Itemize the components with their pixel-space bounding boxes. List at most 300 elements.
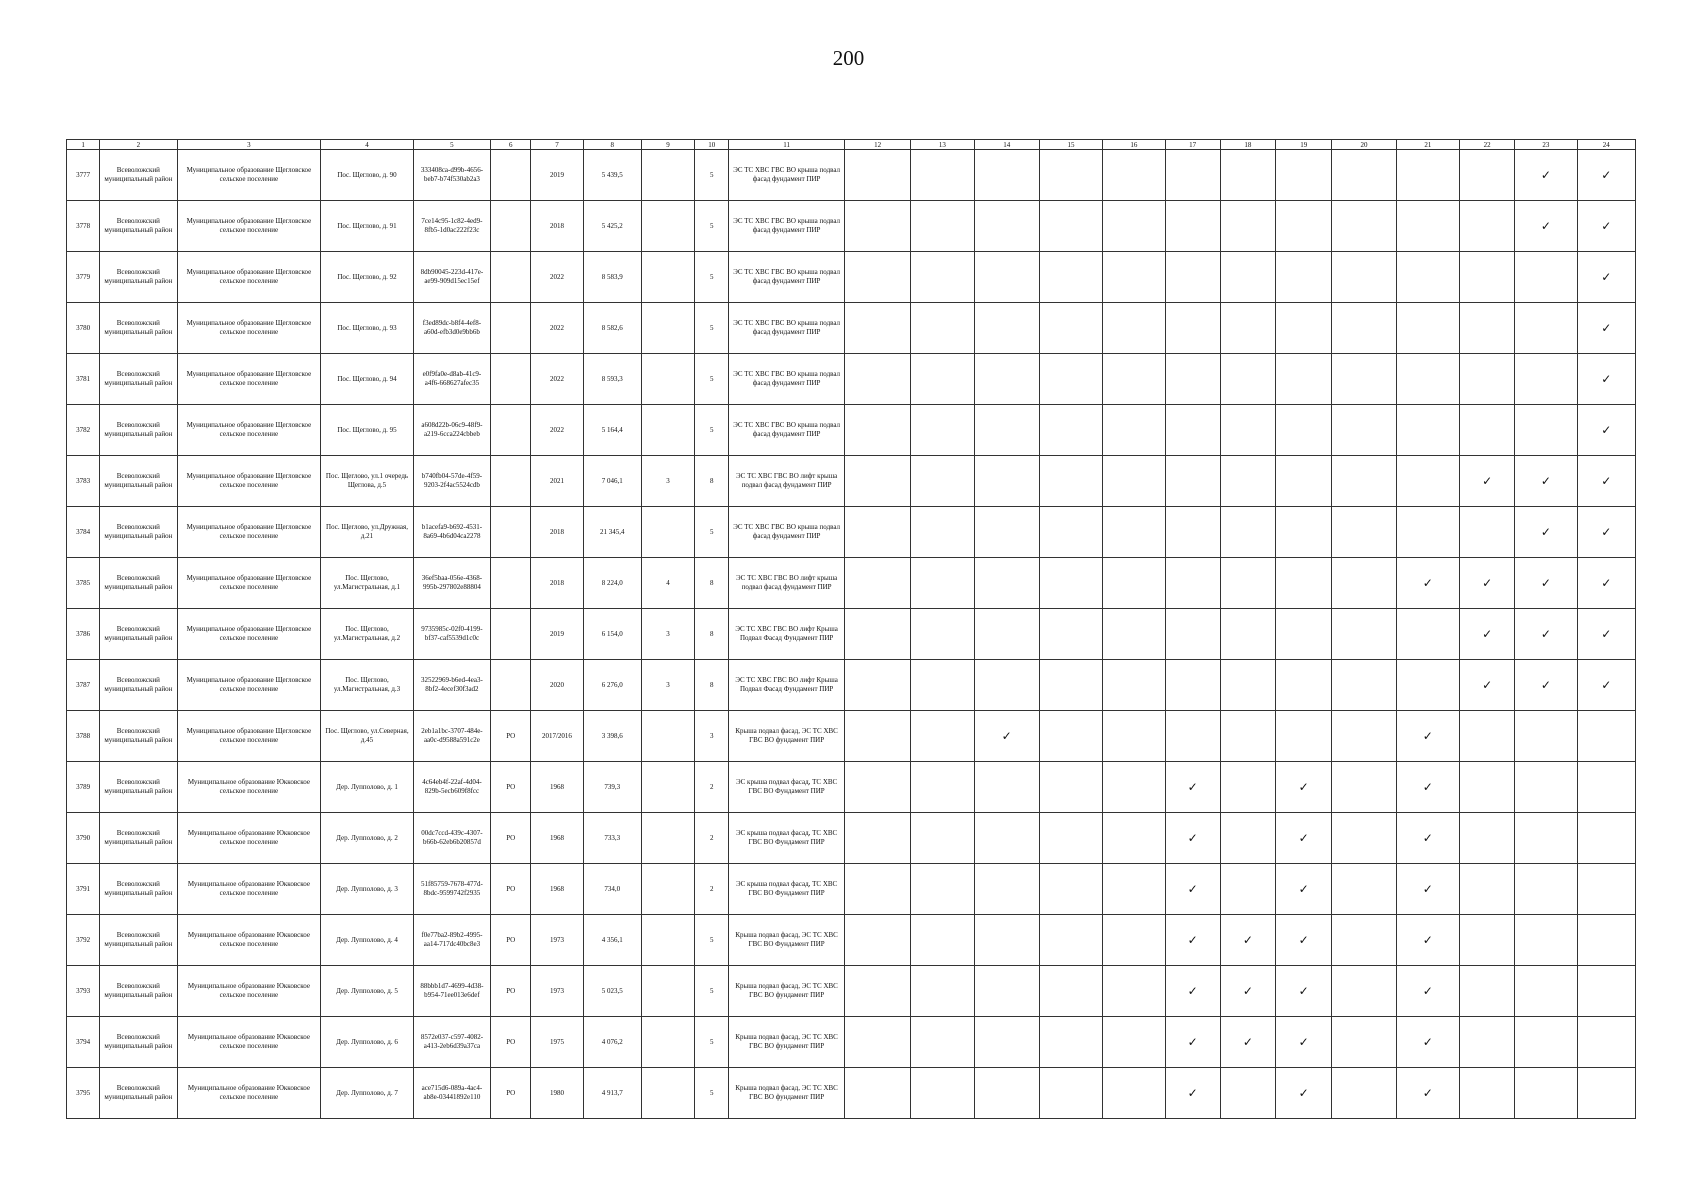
code-cell: 36ef5baa-056e-4368-995b-297802e88804 — [413, 558, 490, 609]
area-cell: 6 154,0 — [583, 609, 641, 660]
col13-cell — [911, 201, 974, 252]
check-mark-icon: ✓ — [1187, 830, 1198, 845]
col9-cell — [641, 405, 694, 456]
col24-cell — [1577, 354, 1635, 405]
check-mark-icon: ✓ — [1242, 932, 1253, 947]
row-number: 3781 — [67, 354, 100, 405]
address-cell: Дер. Лупполово, д. 4 — [321, 915, 413, 966]
col9-cell — [641, 1017, 694, 1068]
address-cell: Пос. Щеглово, д. 92 — [321, 252, 413, 303]
col12-cell — [844, 507, 910, 558]
code-cell: f0e77ba2-89b2-4995-aa14-717dc40bc8e3 — [413, 915, 490, 966]
check-mark-icon: ✓ — [1601, 473, 1612, 488]
col14-cell — [974, 252, 1039, 303]
col6-cell: РО — [491, 711, 531, 762]
col6-cell: РО — [491, 1068, 531, 1119]
table-row — [67, 609, 1636, 660]
col13-cell — [911, 405, 974, 456]
check-mark-icon: ✓ — [1601, 524, 1612, 539]
col20-cell — [1332, 966, 1396, 1017]
col13-cell — [911, 966, 974, 1017]
page-number: 200 — [832, 46, 865, 70]
district-cell: Всеволожский муниципальный район — [100, 660, 177, 711]
municipality-cell: Муниципальное образование Щегловское сельское поселение — [177, 660, 321, 711]
col21-cell — [1396, 201, 1459, 252]
col6-cell — [491, 456, 531, 507]
check-mark-icon: ✓ — [1540, 473, 1551, 488]
district-cell: Всеволожский муниципальный район — [100, 354, 177, 405]
col9-cell — [641, 1068, 694, 1119]
col23-cell — [1515, 966, 1577, 1017]
check-mark-icon: ✓ — [1540, 218, 1551, 233]
area-cell: 5 439,5 — [583, 150, 641, 201]
table-row — [67, 762, 1636, 813]
column-number-1: 1 — [67, 140, 100, 150]
area-cell: 5 425,2 — [583, 201, 641, 252]
col21-cell — [1396, 915, 1459, 966]
col17-cell — [1165, 150, 1220, 201]
col24-cell — [1577, 1068, 1635, 1119]
table-row — [67, 966, 1636, 1017]
col9-cell: 3 — [641, 456, 694, 507]
municipality-cell: Муниципальное образование Щегловское сельское поселение — [177, 456, 321, 507]
col15-cell — [1039, 915, 1102, 966]
col16-cell — [1103, 507, 1165, 558]
col21-cell — [1396, 660, 1459, 711]
col22-cell — [1459, 201, 1514, 252]
row-number: 3784 — [67, 507, 100, 558]
col17-cell — [1165, 1017, 1220, 1068]
col21-cell — [1396, 762, 1459, 813]
works-cell: ЭС крыша подвал фасад, ТС ХВС ГВС ВО Фундамент ПИР — [729, 813, 845, 864]
check-mark-icon: ✓ — [1482, 677, 1493, 692]
col17-cell — [1165, 507, 1220, 558]
address-cell: Пос. Щеглово, ул.Северная, д.45 — [321, 711, 413, 762]
col13-cell — [911, 864, 974, 915]
year-cell: 2017/2016 — [531, 711, 583, 762]
col16-cell — [1103, 966, 1165, 1017]
code-cell: 2eb1a1bc-3707-484e-aa0c-d9588a591c2e — [413, 711, 490, 762]
col9-cell: 3 — [641, 660, 694, 711]
col18-cell — [1220, 1017, 1275, 1068]
col9-cell — [641, 966, 694, 1017]
col16-cell — [1103, 1068, 1165, 1119]
table-row — [67, 558, 1636, 609]
column-number-18: 18 — [1220, 140, 1275, 150]
col6-cell: РО — [491, 966, 531, 1017]
check-mark-icon: ✓ — [1187, 1034, 1198, 1049]
col9-cell — [641, 915, 694, 966]
col24-cell — [1577, 1017, 1635, 1068]
col24-cell — [1577, 915, 1635, 966]
col17-cell — [1165, 915, 1220, 966]
year-cell: 1973 — [531, 915, 583, 966]
col15-cell — [1039, 405, 1102, 456]
col18-cell — [1220, 150, 1275, 201]
col19-cell — [1276, 609, 1332, 660]
col23-cell — [1515, 660, 1577, 711]
col23-cell — [1515, 252, 1577, 303]
check-mark-icon: ✓ — [1422, 1085, 1433, 1100]
col21-cell — [1396, 966, 1459, 1017]
year-cell: 1980 — [531, 1068, 583, 1119]
col22-cell — [1459, 711, 1514, 762]
col10-cell: 5 — [695, 303, 729, 354]
address-cell: Пос. Щеглово, д. 94 — [321, 354, 413, 405]
check-mark-icon: ✓ — [1298, 932, 1309, 947]
col20-cell — [1332, 1017, 1396, 1068]
col18-cell — [1220, 303, 1275, 354]
col22-cell — [1459, 864, 1514, 915]
works-cell: ЭС ТС ХВС ГВС ВО лифт Крыша Подвал Фасад Фундамент ПИР — [729, 660, 845, 711]
col9-cell — [641, 252, 694, 303]
col22-cell — [1459, 915, 1514, 966]
col10-cell: 8 — [695, 456, 729, 507]
column-number-3: 3 — [177, 140, 321, 150]
col19-cell — [1276, 1068, 1332, 1119]
col12-cell — [844, 660, 910, 711]
address-cell: Пос. Щеглово, д. 95 — [321, 405, 413, 456]
area-cell: 21 345,4 — [583, 507, 641, 558]
col14-cell — [974, 507, 1039, 558]
col15-cell — [1039, 252, 1102, 303]
col12-cell — [844, 558, 910, 609]
column-number-16: 16 — [1103, 140, 1165, 150]
table-row — [67, 201, 1636, 252]
col15-cell — [1039, 303, 1102, 354]
col19-cell — [1276, 456, 1332, 507]
col12-cell — [844, 864, 910, 915]
check-mark-icon: ✓ — [1601, 422, 1612, 437]
code-cell: ace715d6-089a-4ac4-ab8e-03441892e110 — [413, 1068, 490, 1119]
table-row — [67, 660, 1636, 711]
year-cell: 1975 — [531, 1017, 583, 1068]
col6-cell — [491, 150, 531, 201]
works-cell: ЭС крыша подвал фасад, ТС ХВС ГВС ВО Фундамент ПИР — [729, 864, 845, 915]
address-cell: Пос. Щеглово, д. 91 — [321, 201, 413, 252]
table-row — [67, 1017, 1636, 1068]
code-cell: 4c64eb4f-22af-4d04-829b-5ecb609f8fcc — [413, 762, 490, 813]
col23-cell — [1515, 915, 1577, 966]
col10-cell: 8 — [695, 660, 729, 711]
check-mark-icon: ✓ — [1482, 473, 1493, 488]
column-number-22: 22 — [1459, 140, 1514, 150]
code-cell: 333408ca-d99b-4656-beb7-b74f530ab2a3 — [413, 150, 490, 201]
code-cell: e0f9fa0e-d8ab-41c9-a4f6-668627afec35 — [413, 354, 490, 405]
check-mark-icon: ✓ — [1601, 575, 1612, 590]
col14-cell — [974, 813, 1039, 864]
col19-cell — [1276, 813, 1332, 864]
col22-cell — [1459, 507, 1514, 558]
col20-cell — [1332, 405, 1396, 456]
col10-cell: 5 — [695, 150, 729, 201]
col14-cell — [974, 150, 1039, 201]
col10-cell: 2 — [695, 813, 729, 864]
district-cell: Всеволожский муниципальный район — [100, 456, 177, 507]
col22-cell — [1459, 150, 1514, 201]
row-number: 3788 — [67, 711, 100, 762]
col22-cell — [1459, 609, 1514, 660]
col12-cell — [844, 813, 910, 864]
works-cell: ЭС ТС ХВС ГВС ВО крыша подвал фасад фундамент ПИР — [729, 252, 845, 303]
check-mark-icon: ✓ — [1187, 983, 1198, 998]
col22-cell — [1459, 813, 1514, 864]
col15-cell — [1039, 711, 1102, 762]
col9-cell — [641, 762, 694, 813]
col14-cell — [974, 762, 1039, 813]
address-cell: Пос. Щеглово, ул.Магистральная, д.2 — [321, 609, 413, 660]
municipality-cell: Муниципальное образование Щегловское сельское поселение — [177, 711, 321, 762]
row-number: 3794 — [67, 1017, 100, 1068]
municipality-cell: Муниципальное образование Щегловское сельское поселение — [177, 252, 321, 303]
check-mark-icon: ✓ — [1422, 1034, 1433, 1049]
col19-cell — [1276, 1017, 1332, 1068]
col20-cell — [1332, 354, 1396, 405]
col21-cell — [1396, 711, 1459, 762]
check-mark-icon: ✓ — [1187, 881, 1198, 896]
year-cell: 1973 — [531, 966, 583, 1017]
col16-cell — [1103, 660, 1165, 711]
col9-cell — [641, 864, 694, 915]
district-cell: Всеволожский муниципальный район — [100, 201, 177, 252]
col14-cell — [974, 1017, 1039, 1068]
col6-cell: РО — [491, 762, 531, 813]
col14-cell — [974, 609, 1039, 660]
col18-cell — [1220, 354, 1275, 405]
check-mark-icon: ✓ — [1298, 1085, 1309, 1100]
table-row — [67, 150, 1636, 201]
year-cell: 2021 — [531, 456, 583, 507]
col15-cell — [1039, 507, 1102, 558]
col21-cell — [1396, 507, 1459, 558]
col12-cell — [844, 354, 910, 405]
year-cell: 1968 — [531, 813, 583, 864]
col14-cell — [974, 660, 1039, 711]
municipality-cell: Муниципальное образование Юкковское сельское поселение — [177, 813, 321, 864]
col22-cell — [1459, 966, 1514, 1017]
works-cell: ЭС ТС ХВС ГВС ВО крыша подвал фасад фундамент ПИР — [729, 405, 845, 456]
area-cell: 734,0 — [583, 864, 641, 915]
code-cell: 32522969-b6ed-4ea3-8bf2-4ecef30f3ad2 — [413, 660, 490, 711]
column-number-6: 6 — [491, 140, 531, 150]
works-cell: ЭС ТС ХВС ГВС ВО лифт Крыша Подвал Фасад Фундамент ПИР — [729, 609, 845, 660]
col13-cell — [911, 609, 974, 660]
check-mark-icon: ✓ — [1601, 218, 1612, 233]
works-cell: Крыша подвал фасад, ЭС ТС ХВС ГВС ВО фундамент ПИР — [729, 711, 845, 762]
col16-cell — [1103, 813, 1165, 864]
area-cell: 8 224,0 — [583, 558, 641, 609]
column-number-15: 15 — [1039, 140, 1102, 150]
address-cell: Пос. Щеглово, ул.Дружная, д.21 — [321, 507, 413, 558]
col13-cell — [911, 660, 974, 711]
table-row — [67, 456, 1636, 507]
col23-cell — [1515, 1068, 1577, 1119]
check-mark-icon: ✓ — [1540, 167, 1551, 182]
col10-cell: 5 — [695, 1017, 729, 1068]
col21-cell — [1396, 1017, 1459, 1068]
col20-cell — [1332, 558, 1396, 609]
works-cell: Крыша подвал фасад, ЭС ТС ХВС ГВС ВО фундамент ПИР — [729, 966, 845, 1017]
col22-cell — [1459, 762, 1514, 813]
check-mark-icon: ✓ — [1601, 371, 1612, 386]
row-number: 3786 — [67, 609, 100, 660]
col20-cell — [1332, 864, 1396, 915]
row-number: 3789 — [67, 762, 100, 813]
check-mark-icon: ✓ — [1422, 830, 1433, 845]
district-cell: Всеволожский муниципальный район — [100, 1017, 177, 1068]
col10-cell: 5 — [695, 252, 729, 303]
col18-cell — [1220, 609, 1275, 660]
col6-cell — [491, 303, 531, 354]
col15-cell — [1039, 864, 1102, 915]
address-cell: Дер. Лупполово, д. 6 — [321, 1017, 413, 1068]
works-cell: ЭС ТС ХВС ГВС ВО крыша подвал фасад фундамент ПИР — [729, 354, 845, 405]
col15-cell — [1039, 1068, 1102, 1119]
col22-cell — [1459, 252, 1514, 303]
col10-cell: 8 — [695, 609, 729, 660]
works-cell: ЭС ТС ХВС ГВС ВО крыша подвал фасад фундамент ПИР — [729, 303, 845, 354]
col21-cell — [1396, 354, 1459, 405]
column-number-23: 23 — [1515, 140, 1577, 150]
col12-cell — [844, 1068, 910, 1119]
col23-cell — [1515, 762, 1577, 813]
col17-cell — [1165, 609, 1220, 660]
check-mark-icon: ✓ — [1187, 1085, 1198, 1100]
col16-cell — [1103, 456, 1165, 507]
check-mark-icon: ✓ — [1298, 830, 1309, 845]
col10-cell: 8 — [695, 558, 729, 609]
row-number: 3782 — [67, 405, 100, 456]
col17-cell — [1165, 201, 1220, 252]
col13-cell — [911, 711, 974, 762]
address-cell: Пос. Щеглово, ул.Магистральная, д.1 — [321, 558, 413, 609]
col24-cell — [1577, 405, 1635, 456]
check-mark-icon: ✓ — [1422, 932, 1433, 947]
col9-cell — [641, 711, 694, 762]
municipality-cell: Муниципальное образование Щегловское сельское поселение — [177, 558, 321, 609]
col14-cell — [974, 405, 1039, 456]
district-cell: Всеволожский муниципальный район — [100, 813, 177, 864]
col20-cell — [1332, 201, 1396, 252]
col24-cell — [1577, 456, 1635, 507]
area-cell: 4 356,1 — [583, 915, 641, 966]
col16-cell — [1103, 864, 1165, 915]
col9-cell: 3 — [641, 609, 694, 660]
col14-cell — [974, 558, 1039, 609]
table-row — [67, 354, 1636, 405]
column-number-7: 7 — [531, 140, 583, 150]
district-cell: Всеволожский муниципальный район — [100, 609, 177, 660]
code-cell: 8db90045-223d-417e-ae99-909d15ec15ef — [413, 252, 490, 303]
table-row — [67, 405, 1636, 456]
col22-cell — [1459, 1017, 1514, 1068]
table-row — [67, 813, 1636, 864]
check-mark-icon: ✓ — [1422, 575, 1433, 590]
col19-cell — [1276, 507, 1332, 558]
col19-cell — [1276, 711, 1332, 762]
code-cell: f3ed89dc-b8f4-4ef8-a60d-efb3d0e9bb6b — [413, 303, 490, 354]
col21-cell — [1396, 405, 1459, 456]
col16-cell — [1103, 303, 1165, 354]
col24-cell — [1577, 252, 1635, 303]
table-row — [67, 711, 1636, 762]
area-cell: 739,3 — [583, 762, 641, 813]
col21-cell — [1396, 303, 1459, 354]
district-cell: Всеволожский муниципальный район — [100, 864, 177, 915]
col18-cell — [1220, 762, 1275, 813]
col23-cell — [1515, 354, 1577, 405]
col16-cell — [1103, 201, 1165, 252]
code-cell: 51f85759-7678-477d-8bdc-9599742f2935 — [413, 864, 490, 915]
col12-cell — [844, 1017, 910, 1068]
column-number-17: 17 — [1165, 140, 1220, 150]
row-number: 3785 — [67, 558, 100, 609]
col17-cell — [1165, 405, 1220, 456]
works-cell: Крыша подвал фасад, ЭС ТС ХВС ГВС ВО фундамент ПИР — [729, 1017, 845, 1068]
col16-cell — [1103, 1017, 1165, 1068]
district-cell: Всеволожский муниципальный район — [100, 762, 177, 813]
col22-cell — [1459, 558, 1514, 609]
check-mark-icon: ✓ — [1601, 320, 1612, 335]
col17-cell — [1165, 303, 1220, 354]
col23-cell — [1515, 813, 1577, 864]
district-cell: Всеволожский муниципальный район — [100, 303, 177, 354]
col24-cell — [1577, 711, 1635, 762]
col23-cell — [1515, 303, 1577, 354]
col21-cell — [1396, 252, 1459, 303]
check-mark-icon: ✓ — [1422, 881, 1433, 896]
col20-cell — [1332, 1068, 1396, 1119]
col19-cell — [1276, 558, 1332, 609]
year-cell: 1968 — [531, 762, 583, 813]
col21-cell — [1396, 456, 1459, 507]
col22-cell — [1459, 456, 1514, 507]
area-cell: 4 913,7 — [583, 1068, 641, 1119]
col10-cell: 5 — [695, 201, 729, 252]
code-cell: 00dc7ccd-439c-4307-b66b-62eb6b20857d — [413, 813, 490, 864]
col17-cell — [1165, 660, 1220, 711]
municipality-cell: Муниципальное образование Щегловское сельское поселение — [177, 303, 321, 354]
col10-cell: 5 — [695, 507, 729, 558]
col6-cell: РО — [491, 1017, 531, 1068]
code-cell: 8572e037-c597-4082-a413-2eb6d39a37ca — [413, 1017, 490, 1068]
district-cell: Всеволожский муниципальный район — [100, 1068, 177, 1119]
col16-cell — [1103, 150, 1165, 201]
area-cell: 5 164,4 — [583, 405, 641, 456]
col10-cell: 5 — [695, 354, 729, 405]
col20-cell — [1332, 660, 1396, 711]
col12-cell — [844, 150, 910, 201]
check-mark-icon: ✓ — [1482, 626, 1493, 641]
area-cell: 733,3 — [583, 813, 641, 864]
year-cell: 2022 — [531, 354, 583, 405]
area-cell: 5 023,5 — [583, 966, 641, 1017]
col6-cell — [491, 354, 531, 405]
works-cell: Крыша подвал фасад, ЭС ТС ХВС ГВС ВО фундамент ПИР — [729, 1068, 845, 1119]
col16-cell — [1103, 354, 1165, 405]
municipality-cell: Муниципальное образование Юкковское сельское поселение — [177, 1068, 321, 1119]
col12-cell — [844, 201, 910, 252]
year-cell: 1968 — [531, 864, 583, 915]
col12-cell — [844, 303, 910, 354]
works-cell: Крыша подвал фасад, ЭС ТС ХВС ГВС ВО Фундамент ПИР — [729, 915, 845, 966]
col21-cell — [1396, 609, 1459, 660]
col18-cell — [1220, 405, 1275, 456]
col22-cell — [1459, 1068, 1514, 1119]
col6-cell — [491, 201, 531, 252]
col21-cell — [1396, 864, 1459, 915]
works-cell: ЭС крыша подвал фасад, ТС ХВС ГВС ВО Фундамент ПИР — [729, 762, 845, 813]
